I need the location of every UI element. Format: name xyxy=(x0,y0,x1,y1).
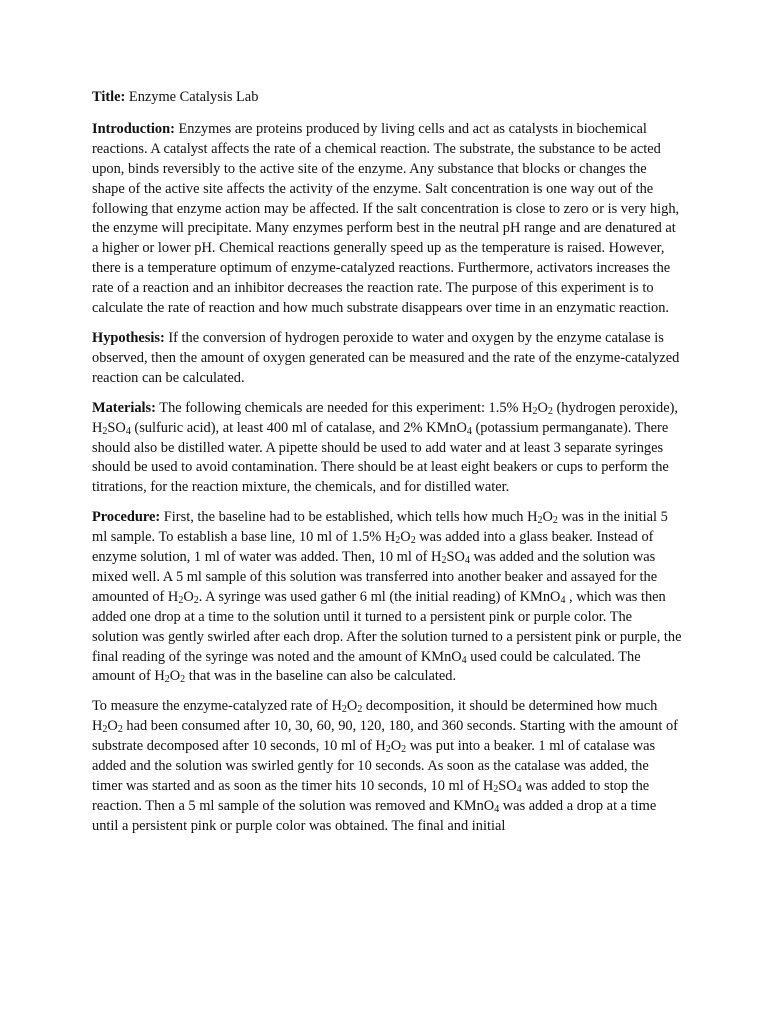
subscript: 2 xyxy=(341,704,347,716)
procedure-text: used could be calculated. The amount of H xyxy=(92,648,641,685)
materials-text: (potassium permanganate). There should also be distilled water. A pipette should be used to add water and at least 3 separate syringes should be used to avoid contamination. There should be at least eight beakers or cups to perform the titrations, for the reaction mixture, the chemicals, and for distilled water. xyxy=(92,419,669,496)
subscript: 2 xyxy=(178,594,184,606)
subscript: 2 xyxy=(532,405,538,417)
materials-label: Materials: xyxy=(92,399,156,416)
measurement-text: had been consumed after 10, 30, 60, 90, 120, 180, and 360 seconds. Starting with the amount of substrate decomposed after 10 seconds, 10 ml of H xyxy=(92,718,678,755)
materials-text: O xyxy=(537,399,548,416)
procedure-text: . A syringe was used gather 6 ml (the initial reading) of KMnO xyxy=(198,588,561,605)
hypothesis-paragraph xyxy=(92,329,682,389)
subscript: 2 xyxy=(395,535,401,547)
procedure-text: was in the initial 5 ml sample. To establish a base line, 10 ml of 1.5% H xyxy=(92,509,668,546)
subscript: 2 xyxy=(385,744,391,756)
introduction-text: Enzymes are proteins produced by living cells and act as catalysts in biochemical reactions. A catalyst affects the rate of a chemical reaction. The substrate, the substance to be acted upon, binds reversibly to the active site of the enzyme. Any substance that blocks or changes the shape of the active site affects the activity of the enzyme. Salt concentration is one way out of the following that enzyme action may be affected. If the salt concentration is close to zero or is very high, the enzyme will precipitate. Many enzymes perform best in the neutral pH range and are denatured at a higher or lower pH. Chemical reactions generally speed up as the temperature is raised. However, there is a temperature optimum of enzyme-catalyzed reactions. Furthermore, activators increases the rate of a reaction and an inhibitor decreases the reaction rate. The purpose of this experiment is to calculate the rate of reaction and how much substrate disappears over time in an enzymatic reaction. xyxy=(92,120,680,317)
procedure-text: First, the baseline had to be established, which tells how much H xyxy=(160,509,538,526)
title-label: Title: xyxy=(92,89,126,105)
procedure-text: O xyxy=(400,529,411,546)
title-text: Enzyme Catalysis Lab xyxy=(125,89,259,105)
procedure-text: O xyxy=(542,509,553,526)
introduction-label: Introduction: xyxy=(92,120,175,137)
subscript: 2 xyxy=(493,784,499,795)
subscript: 4 xyxy=(516,784,522,795)
subscript: 4 xyxy=(461,654,467,666)
subscript: 2 xyxy=(401,744,407,756)
measurement-text: O xyxy=(346,698,358,715)
title-paragraph xyxy=(92,88,682,108)
subscript: 4 xyxy=(464,555,470,567)
materials-text: (hydrogen peroxide), H xyxy=(92,399,678,436)
subscript: 2 xyxy=(117,724,123,736)
procedure-text: that was in the baseline can also be calculated. xyxy=(185,668,457,685)
procedure-text: O xyxy=(183,588,194,605)
subscript: 2 xyxy=(180,674,186,686)
subscript: 2 xyxy=(537,515,543,527)
subscript: 4 xyxy=(494,803,500,815)
measurement-text: was added a drop at a time until a persistent pink or purple color was obtained. The final and initial xyxy=(92,797,657,834)
subscript: 4 xyxy=(466,425,472,437)
measurement-text: O xyxy=(107,718,118,735)
subscript: 2 xyxy=(193,594,199,606)
measurement-text: To measure the enzyme-catalyzed rate of H xyxy=(92,698,342,715)
measurement-text: SO xyxy=(498,778,517,794)
hypothesis-text: If the conversion of hydrogen peroxide to water and oxygen by the enzyme catalase is observed, then the amount of oxygen generated can be measured and the rate of the enzyme-catalyzed reaction can be calculated. xyxy=(92,329,680,386)
procedure-text: , which was then added one drop at a time to the solution until it turned to a persistent pink or purple color. The solution was gently swirled after each drop. After the solution turned to a persistent pink or purple, the final reading of the syringe was noted and the amount of KMnO xyxy=(92,588,682,665)
subscript: 2 xyxy=(357,704,363,716)
procedure-text: was added and the solution was mixed well. A 5 ml sample of this solution was transferred into another beaker and assayed for the amounted of H xyxy=(92,549,658,605)
measurement-text: was added to stop the reaction. Then a 5 ml sample of the solution was removed and KMnO xyxy=(92,778,650,814)
hypothesis-label: Hypothesis: xyxy=(92,329,165,346)
subscript: 2 xyxy=(102,425,108,437)
subscript: 4 xyxy=(125,425,131,437)
subscript: 2 xyxy=(441,555,447,567)
introduction-paragraph xyxy=(92,120,682,319)
measurement-text: decomposition, it should be determined how much H xyxy=(92,698,658,735)
materials-text: (sulfuric acid), at least 400 ml of catalase, and 2% KMnO xyxy=(130,419,467,436)
materials-text: The following chemicals are needed for this experiment: 1.5% H xyxy=(155,399,533,416)
procedure-text: was added into a glass beaker. Instead of enzyme solution, 1 ml of water was added. Then, 10 ml of H xyxy=(92,529,654,566)
procedure-label: Procedure: xyxy=(92,509,161,526)
subscript: 2 xyxy=(410,535,416,547)
document-body xyxy=(92,88,682,847)
subscript: 2 xyxy=(164,674,170,686)
procedure-text: SO xyxy=(446,549,465,566)
procedure-text: O xyxy=(169,668,181,685)
measurement-text: was put into a beaker. 1 ml of catalase was added and the solution was swirled gently for 10 seconds. As soon as the catalase was added, the timer was started and as soon as the timer hits 10 seconds, 10 ml of H xyxy=(92,738,656,794)
materials-text: SO xyxy=(107,419,126,436)
subscript: 4 xyxy=(560,594,566,606)
subscript: 2 xyxy=(552,515,558,527)
subscript: 2 xyxy=(102,724,108,736)
measurement-paragraph xyxy=(92,697,682,836)
subscript: 2 xyxy=(547,405,553,417)
materials-paragraph xyxy=(92,399,682,499)
measurement-text: O xyxy=(390,738,402,755)
procedure-paragraph xyxy=(92,508,682,687)
